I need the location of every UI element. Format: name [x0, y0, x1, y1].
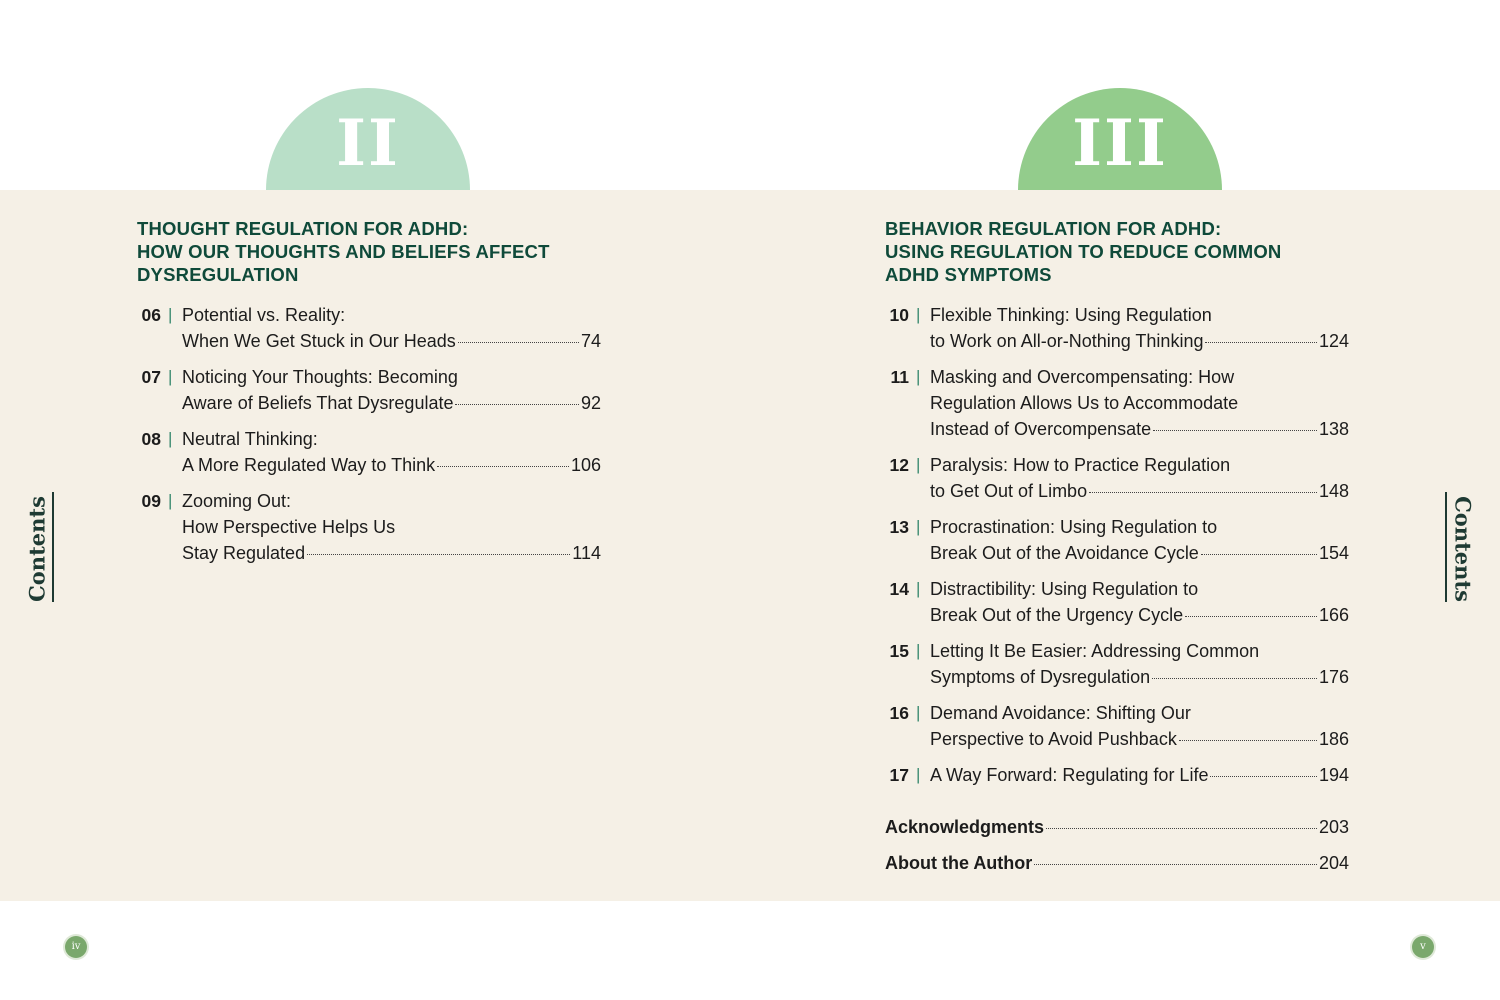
dot-leader	[1153, 430, 1317, 431]
side-rule-right	[1445, 492, 1447, 602]
chapter-title-line: How Perspective Helps Us	[182, 517, 396, 537]
page-number-right: v	[1412, 936, 1434, 958]
contents-side-label-right: Contents	[1450, 496, 1476, 602]
chapter-title-line: When We Get Stuck in Our Heads	[182, 331, 456, 351]
toc-entry	[885, 638, 1349, 690]
part-iii-numeral: III	[1072, 106, 1168, 181]
part-iii-title-line: BEHAVIOR REGULATION FOR ADHD:	[885, 218, 1222, 239]
separator-bar: |	[916, 579, 921, 598]
chapter-title-line: to Get Out of Limbo	[930, 481, 1088, 501]
chapter-title-line: Zooming Out:	[182, 491, 292, 511]
chapter-title-line: Potential vs. Reality:	[182, 305, 346, 325]
chapter-number: 11	[890, 367, 909, 387]
page-ref: 92	[580, 393, 601, 413]
chapter-title-line: Symptoms of Dysregulation	[930, 667, 1151, 687]
dot-leader	[455, 404, 578, 405]
chapter-title-line: Aware of Beliefs That Dysregulate	[182, 393, 454, 413]
chapter-title	[182, 302, 601, 354]
chapter-title-line: Noticing Your Thoughts: Becoming	[182, 367, 458, 387]
chapter-number: 06	[141, 305, 161, 325]
page-ref: 124	[1318, 331, 1349, 351]
toc-entry	[885, 364, 1349, 442]
chapter-title-line: Break Out of the Urgency Cycle	[930, 605, 1184, 625]
chapter-title	[182, 488, 601, 566]
chapter-number: 14	[889, 579, 909, 599]
page-ref: 138	[1318, 419, 1349, 439]
back-matter-label: About the Author	[885, 853, 1033, 873]
page-ref: 194	[1318, 765, 1349, 785]
chapter-number: 07	[141, 367, 161, 387]
part-ii-title	[137, 217, 617, 286]
part-ii-numeral: II	[336, 106, 400, 181]
separator-bar: |	[916, 641, 921, 660]
toc-entry	[137, 364, 601, 416]
chapter-title-line: Letting It Be Easier: Addressing Common	[930, 641, 1260, 661]
page-ref: 166	[1318, 605, 1349, 625]
contents-side-label-left: Contents	[24, 496, 50, 602]
toc-entry	[885, 514, 1349, 566]
dot-leader	[1034, 864, 1317, 865]
part-iii-title-line: ADHD SYMPTOMS	[885, 264, 1052, 285]
toc-entry	[885, 452, 1349, 504]
toc-entry	[885, 762, 1349, 788]
separator-bar: |	[916, 367, 921, 386]
chapter-title-line: Demand Avoidance: Shifting Our	[930, 703, 1191, 723]
chapter-number: 08	[141, 429, 161, 449]
dot-leader	[307, 554, 570, 555]
chapter-title	[930, 576, 1349, 628]
chapter-title	[930, 302, 1349, 354]
separator-bar: |	[916, 765, 921, 784]
part-ii-title-line: THOUGHT REGULATION FOR ADHD:	[137, 218, 469, 239]
chapter-title-line: A More Regulated Way to Think	[182, 455, 436, 475]
chapter-title	[182, 426, 601, 478]
chapter-title	[930, 638, 1349, 690]
dot-leader	[1205, 342, 1316, 343]
page-number-left: iv	[65, 936, 87, 958]
separator-bar: |	[916, 703, 921, 722]
chapter-number: 12	[889, 455, 909, 475]
part-ii-dome	[266, 88, 470, 190]
chapter-title-line: A Way Forward: Regulating for Life	[930, 765, 1209, 785]
chapter-title	[930, 452, 1349, 504]
separator-bar: |	[916, 517, 921, 536]
separator-bar: |	[916, 455, 921, 474]
back-matter-entry	[885, 850, 1349, 876]
toc-entry	[885, 700, 1349, 752]
page-ref: 203	[1318, 817, 1349, 837]
chapter-title-line: Procrastination: Using Regulation to	[930, 517, 1218, 537]
toc-entry	[137, 302, 601, 354]
toc-entry	[137, 426, 601, 478]
toc-entry	[885, 302, 1349, 354]
part-iii-dome	[1018, 88, 1222, 190]
chapter-number: 17	[889, 765, 909, 785]
chapter-title	[930, 762, 1349, 788]
dot-leader	[1179, 740, 1317, 741]
part-ii-title-line: DYSREGULATION	[137, 264, 299, 285]
toc-entry	[885, 576, 1349, 628]
chapter-title	[182, 364, 601, 416]
separator-bar: |	[168, 305, 173, 324]
back-matter-entry	[885, 814, 1349, 840]
part-ii-title-line: HOW OUR THOUGHTS AND BELIEFS AFFECT	[137, 241, 550, 262]
page-ref: 154	[1318, 543, 1349, 563]
chapter-title-line: Perspective to Avoid Pushback	[930, 729, 1177, 749]
chapter-title-line: Break Out of the Avoidance Cycle	[930, 543, 1199, 563]
chapter-title	[930, 364, 1349, 442]
back-matter-label: Acknowledgments	[885, 817, 1045, 837]
separator-bar: |	[168, 367, 173, 386]
chapter-number: 09	[141, 491, 161, 511]
chapter-number: 13	[889, 517, 909, 537]
dot-leader	[1152, 678, 1317, 679]
chapter-title-line: Paralysis: How to Practice Regulation	[930, 455, 1231, 475]
separator-bar: |	[916, 305, 921, 324]
chapter-title-line: Stay Regulated	[182, 543, 306, 563]
toc-part-iii	[885, 302, 1349, 798]
chapter-title-line: Instead of Overcompensate	[930, 419, 1152, 439]
chapter-title	[930, 514, 1349, 566]
separator-bar: |	[168, 429, 173, 448]
dot-leader	[1046, 828, 1317, 829]
chapter-title-line: Regulation Allows Us to Accommodate	[930, 393, 1239, 413]
page-ref: 176	[1318, 667, 1349, 687]
separator-bar: |	[168, 491, 173, 510]
page-ref: 114	[572, 543, 601, 563]
dot-leader	[458, 342, 579, 343]
chapter-title-line: to Work on All-or-Nothing Thinking	[930, 331, 1204, 351]
toc-part-ii	[137, 302, 601, 576]
dot-leader	[1185, 616, 1317, 617]
chapter-number: 16	[889, 703, 909, 723]
page-ref: 186	[1318, 729, 1349, 749]
page-ref: 148	[1318, 481, 1349, 501]
dot-leader	[437, 466, 569, 467]
part-iii-title-line: USING REGULATION TO REDUCE COMMON	[885, 241, 1282, 262]
chapter-title-line: Distractibility: Using Regulation to	[930, 579, 1199, 599]
dot-leader	[1201, 554, 1317, 555]
toc-entry	[137, 488, 601, 566]
dot-leader	[1210, 776, 1316, 777]
chapter-title-line: Masking and Overcompensating: How	[930, 367, 1235, 387]
chapter-number: 15	[889, 641, 909, 661]
dot-leader	[1089, 492, 1317, 493]
page-ref: 74	[580, 331, 601, 351]
chapter-title	[930, 700, 1349, 752]
chapter-title-line: Flexible Thinking: Using Regulation	[930, 305, 1212, 325]
page-ref: 204	[1318, 853, 1349, 873]
page-ref: 106	[570, 455, 601, 475]
back-matter-list	[885, 814, 1349, 886]
side-rule-left	[52, 492, 54, 602]
part-iii-title	[885, 217, 1365, 286]
chapter-title-line: Neutral Thinking:	[182, 429, 318, 449]
chapter-number: 10	[889, 305, 909, 325]
